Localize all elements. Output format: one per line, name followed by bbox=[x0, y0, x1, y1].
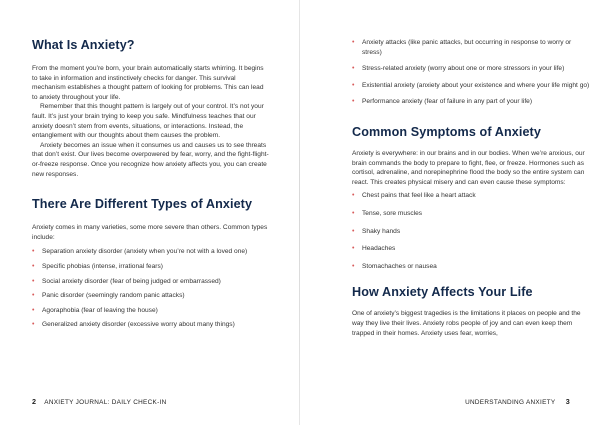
list-item: • Panic disorder (seemingly random panic attacks) bbox=[32, 292, 185, 300]
heading-how-anxiety-affects: How Anxiety Affects Your Life bbox=[352, 285, 533, 300]
running-title: ANXIETY JOURNAL: DAILY CHECK-IN bbox=[44, 399, 167, 406]
bullet-icon: • bbox=[352, 245, 355, 253]
page-number: 3 bbox=[565, 397, 570, 406]
bullet-icon: • bbox=[352, 39, 355, 46]
bullet-icon: • bbox=[32, 277, 35, 285]
bullet-icon: • bbox=[32, 262, 35, 270]
symptoms-list bbox=[352, 191, 590, 271]
running-title: UNDERSTANDING ANXIETY bbox=[465, 399, 556, 406]
paragraph: One of anxiety’s biggest tragedies is the limitations it places on people and the way they live their lives. Anxiety robs people of joy and can even keep them trapped in their homes. Anxiety uses fear, worries, bbox=[352, 310, 581, 337]
list-item: • Shaky hands bbox=[352, 227, 401, 235]
list-item: • Generalized anxiety disorder (excessive worry about many things) bbox=[32, 321, 235, 329]
list-item: • Separation anxiety disorder (anxiety when you’re not with a loved one) bbox=[32, 248, 248, 256]
right-page bbox=[300, 0, 600, 425]
bullet-icon: • bbox=[352, 209, 355, 217]
list-item: • Existential anxiety (anxiety about your existence and where your life might go) bbox=[352, 81, 590, 89]
list-item: • Specific phobias (intense, irrational fears) bbox=[32, 262, 163, 270]
paragraph: Anxiety comes in many varieties, some more severe than others. Common types include: bbox=[32, 224, 268, 241]
anxiety-types-list-continued bbox=[352, 38, 590, 107]
list-item: • Stomachaches or nausea bbox=[352, 262, 437, 270]
footer-right bbox=[465, 397, 570, 406]
list-item: • Stress-related anxiety (worry about one or more stressors in your life) bbox=[352, 65, 565, 73]
bullet-icon: • bbox=[352, 65, 355, 73]
bullet-icon: • bbox=[352, 98, 355, 106]
list-item: • Anxiety attacks (like panic attacks, but occurring in response to worry or stress) bbox=[352, 39, 572, 56]
list-item: • Headaches bbox=[352, 245, 396, 253]
list-item: • Social anxiety disorder (fear of being judged or embarrassed) bbox=[32, 277, 221, 285]
paragraph: Anxiety becomes an issue when it consumes us and causes us to see threats that don’t exist. Our lives become overpowered by fear, worry, and the fight-flight-or-freeze response. Once you recognize how anxiety affects you, you can create new responses. bbox=[32, 141, 269, 178]
right-column bbox=[352, 38, 590, 338]
heading-types-of-anxiety: There Are Different Types of Anxiety bbox=[32, 197, 253, 212]
paragraph: Remember that this thought pattern is largely out of your control. It’s not your fault. It’s just your brain trying to keep you safe. Mindfulness teaches that our anxiety doesn’t stem from events, situations, or interactions. Instead, the entanglement with our thoughts about them causes the problem. bbox=[32, 103, 264, 140]
bullet-icon: • bbox=[32, 306, 35, 314]
list-item: • Chest pains that feel like a heart attack bbox=[352, 192, 476, 200]
bullet-icon: • bbox=[32, 248, 35, 256]
page-number: 2 bbox=[32, 397, 37, 406]
anxiety-types-list bbox=[32, 247, 270, 330]
paragraph: Anxiety is everywhere: in our brains and in our bodies. When we’re anxious, our brain commands the body to prepare to fight, flee, or freeze. Hormones such as cortisol, adrenaline, and norepinephrine flood the body so the entire system can react. This creates physical misery and can even cause these symptoms: bbox=[352, 149, 585, 186]
bullet-icon: • bbox=[32, 321, 35, 329]
footer-left bbox=[32, 397, 167, 406]
bullet-icon: • bbox=[32, 292, 35, 300]
bullet-icon: • bbox=[352, 227, 355, 235]
list-item: • Agoraphobia (fear of leaving the house) bbox=[32, 306, 158, 314]
paragraph: From the moment you’re born, your brain automatically starts whirring. It begins to take in information and instinctively checks for danger. This survival mechanism establishes a thought pattern of looking for problems. This can lead to anxiety throughout your life. bbox=[32, 65, 264, 101]
bullet-icon: • bbox=[352, 192, 355, 200]
list-item: • Tense, sore muscles bbox=[352, 209, 423, 217]
left-column bbox=[32, 38, 270, 330]
bullet-icon: • bbox=[352, 262, 355, 270]
heading-what-is-anxiety: What Is Anxiety? bbox=[32, 38, 135, 52]
list-item: • Performance anxiety (fear of failure in any part of your life) bbox=[352, 98, 533, 106]
heading-common-symptoms: Common Symptoms of Anxiety bbox=[352, 124, 541, 139]
bullet-icon: • bbox=[352, 81, 355, 89]
